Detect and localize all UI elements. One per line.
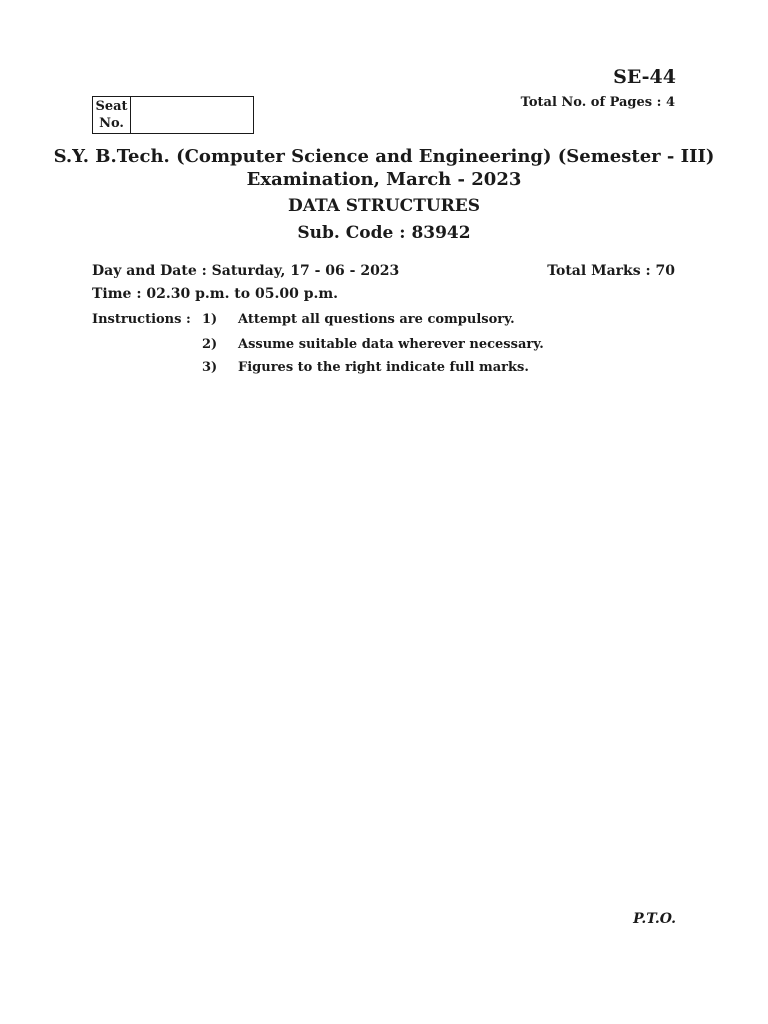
instruction-text: Figures to the right indicate full marks. — [238, 360, 529, 375]
instruction-number: 2) — [202, 337, 218, 352]
instructions-label: Instructions : — [92, 312, 191, 327]
total-pages: Total No. of Pages : 4 — [520, 95, 675, 110]
total-marks: Total Marks : 70 — [547, 263, 675, 279]
seat-number-field[interactable] — [131, 97, 253, 133]
day-and-date: Day and Date : Saturday, 17 - 06 - 2023 — [92, 263, 400, 279]
course-title: S.Y. B.Tech. (Computer Science and Engineering) (Semester - III) — [53, 146, 715, 167]
seat-number-box — [92, 96, 254, 134]
subject-title: DATA STRUCTURES — [287, 196, 481, 216]
seat-label-line1: Seat — [95, 99, 128, 114]
exam-title: Examination, March - 2023 — [246, 169, 522, 190]
subject-code: Sub. Code : 83942 — [297, 223, 471, 243]
please-turn-over: P.T.O. — [633, 911, 676, 927]
seat-label-line2: No. — [99, 116, 124, 131]
instruction-number: 1) — [202, 312, 218, 327]
exam-time: Time : 02.30 p.m. to 05.00 p.m. — [92, 286, 339, 302]
instruction-number: 3) — [202, 360, 218, 375]
instruction-text: Assume suitable data wherever necessary. — [238, 337, 544, 352]
instruction-text: Attempt all questions are compulsory. — [238, 312, 515, 327]
paper-code: SE-44 — [613, 66, 676, 88]
seat-number-label — [93, 97, 131, 133]
